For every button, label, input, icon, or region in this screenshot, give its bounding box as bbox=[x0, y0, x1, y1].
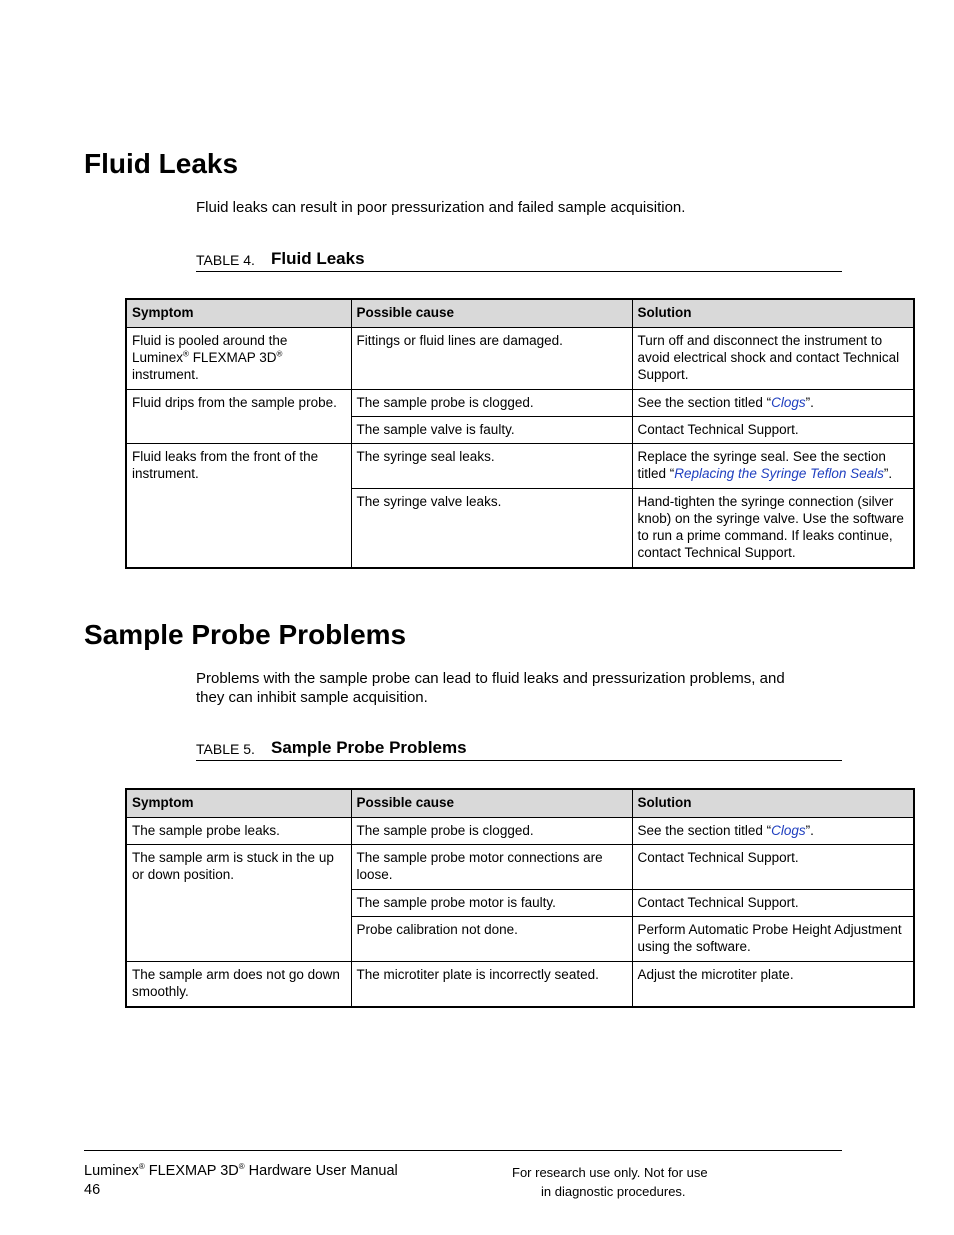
table-header-row bbox=[126, 789, 914, 818]
page-number: 46 bbox=[84, 1182, 101, 1198]
footer-manual-title: Luminex® FLEXMAP 3D® Hardware User Manual 46 bbox=[84, 1162, 398, 1198]
solution-cell: Contact Technical Support. bbox=[632, 417, 914, 444]
solution-cell: See the section titled “Clogs”. bbox=[632, 818, 914, 845]
section-title-sample-probe-problems: Sample Probe Problems bbox=[84, 619, 407, 650]
symptom-cell: Fluid leaks from the front of the instrument. bbox=[126, 444, 351, 568]
cause-cell: Fittings or fluid lines are damaged. bbox=[351, 328, 632, 390]
sample-probe-table bbox=[125, 788, 915, 1008]
table-row bbox=[126, 328, 914, 390]
cause-cell: The sample probe motor connections are loose. bbox=[351, 845, 632, 890]
symptom-cell: Fluid drips from the sample probe. bbox=[126, 390, 351, 444]
solution-cell: Hand-tighten the syringe connection (silver knob) on the syringe valve. Use the software to run a prime command. If leaks continue, contact Technical Support. bbox=[632, 489, 914, 568]
table-caption-text: Sample Probe Problems bbox=[271, 738, 467, 757]
cause-cell: The microtiter plate is incorrectly seated. bbox=[351, 962, 632, 1007]
footer-divider bbox=[84, 1150, 842, 1151]
table-row bbox=[126, 818, 914, 845]
table-row bbox=[126, 444, 914, 489]
footer-disclaimer: For research use only. Not for use in diagnostic procedures. bbox=[512, 1165, 708, 1199]
table-row bbox=[126, 962, 914, 1007]
table-caption-sample-probe bbox=[196, 734, 842, 761]
symptom-cell: The sample arm is stuck in the up or down position. bbox=[126, 845, 351, 962]
cause-cell: The sample probe is clogged. bbox=[351, 390, 632, 417]
fluid-leaks-table bbox=[125, 298, 915, 569]
solution-cell: Turn off and disconnect the instrument to avoid electrical shock and contact Technical Support. bbox=[632, 328, 914, 390]
solution-cell: Replace the syringe seal. See the section titled “Replacing the Syringe Teflon Seals”. bbox=[632, 444, 914, 489]
symptom-cell: The sample probe leaks. bbox=[126, 818, 351, 845]
cause-cell: The sample probe motor is faulty. bbox=[351, 890, 632, 917]
clogs-link[interactable]: Clogs bbox=[771, 823, 806, 838]
cause-cell: The syringe valve leaks. bbox=[351, 489, 632, 568]
table-label: TABLE 4. bbox=[196, 252, 255, 268]
table-caption-fluid-leaks bbox=[196, 245, 842, 272]
table-row bbox=[126, 845, 914, 890]
header-possible-cause: Possible cause bbox=[351, 299, 632, 328]
table-header-row bbox=[126, 299, 914, 328]
cause-cell: Probe calibration not done. bbox=[351, 917, 632, 962]
cause-cell: The sample valve is faulty. bbox=[351, 417, 632, 444]
symptom-cell: The sample arm does not go down smoothly. bbox=[126, 962, 351, 1007]
header-solution: Solution bbox=[632, 789, 914, 818]
cause-cell: The sample probe is clogged. bbox=[351, 818, 632, 845]
symptom-cell: Fluid is pooled around the Luminex® FLEXMAP 3D® instrument. bbox=[126, 328, 351, 390]
replacing-syringe-seals-link[interactable]: Replacing the Syringe Teflon Seals bbox=[674, 466, 884, 481]
header-solution: Solution bbox=[632, 299, 914, 328]
solution-cell: Perform Automatic Probe Height Adjustment using the software. bbox=[632, 917, 914, 962]
solution-cell: Contact Technical Support. bbox=[632, 845, 914, 890]
table-caption-text: Fluid Leaks bbox=[271, 249, 365, 268]
clogs-link[interactable]: Clogs bbox=[771, 395, 806, 410]
header-symptom: Symptom bbox=[126, 789, 351, 818]
section-intro-fluid-leaks: Fluid leaks can result in poor pressurization and failed sample acquisition. bbox=[196, 199, 686, 216]
cause-cell: The syringe seal leaks. bbox=[351, 444, 632, 489]
header-symptom: Symptom bbox=[126, 299, 351, 328]
section-title-fluid-leaks: Fluid Leaks bbox=[84, 148, 239, 179]
table-row bbox=[126, 390, 914, 417]
table-label: TABLE 5. bbox=[196, 741, 255, 757]
solution-cell: Adjust the microtiter plate. bbox=[632, 962, 914, 1007]
section-intro-sample-probe: Problems with the sample probe can lead to fluid leaks and pressurization problems, and they can inhibit sample acquisition. bbox=[196, 670, 785, 706]
solution-cell: See the section titled “Clogs”. bbox=[632, 390, 914, 417]
solution-cell: Contact Technical Support. bbox=[632, 890, 914, 917]
header-possible-cause: Possible cause bbox=[351, 789, 632, 818]
